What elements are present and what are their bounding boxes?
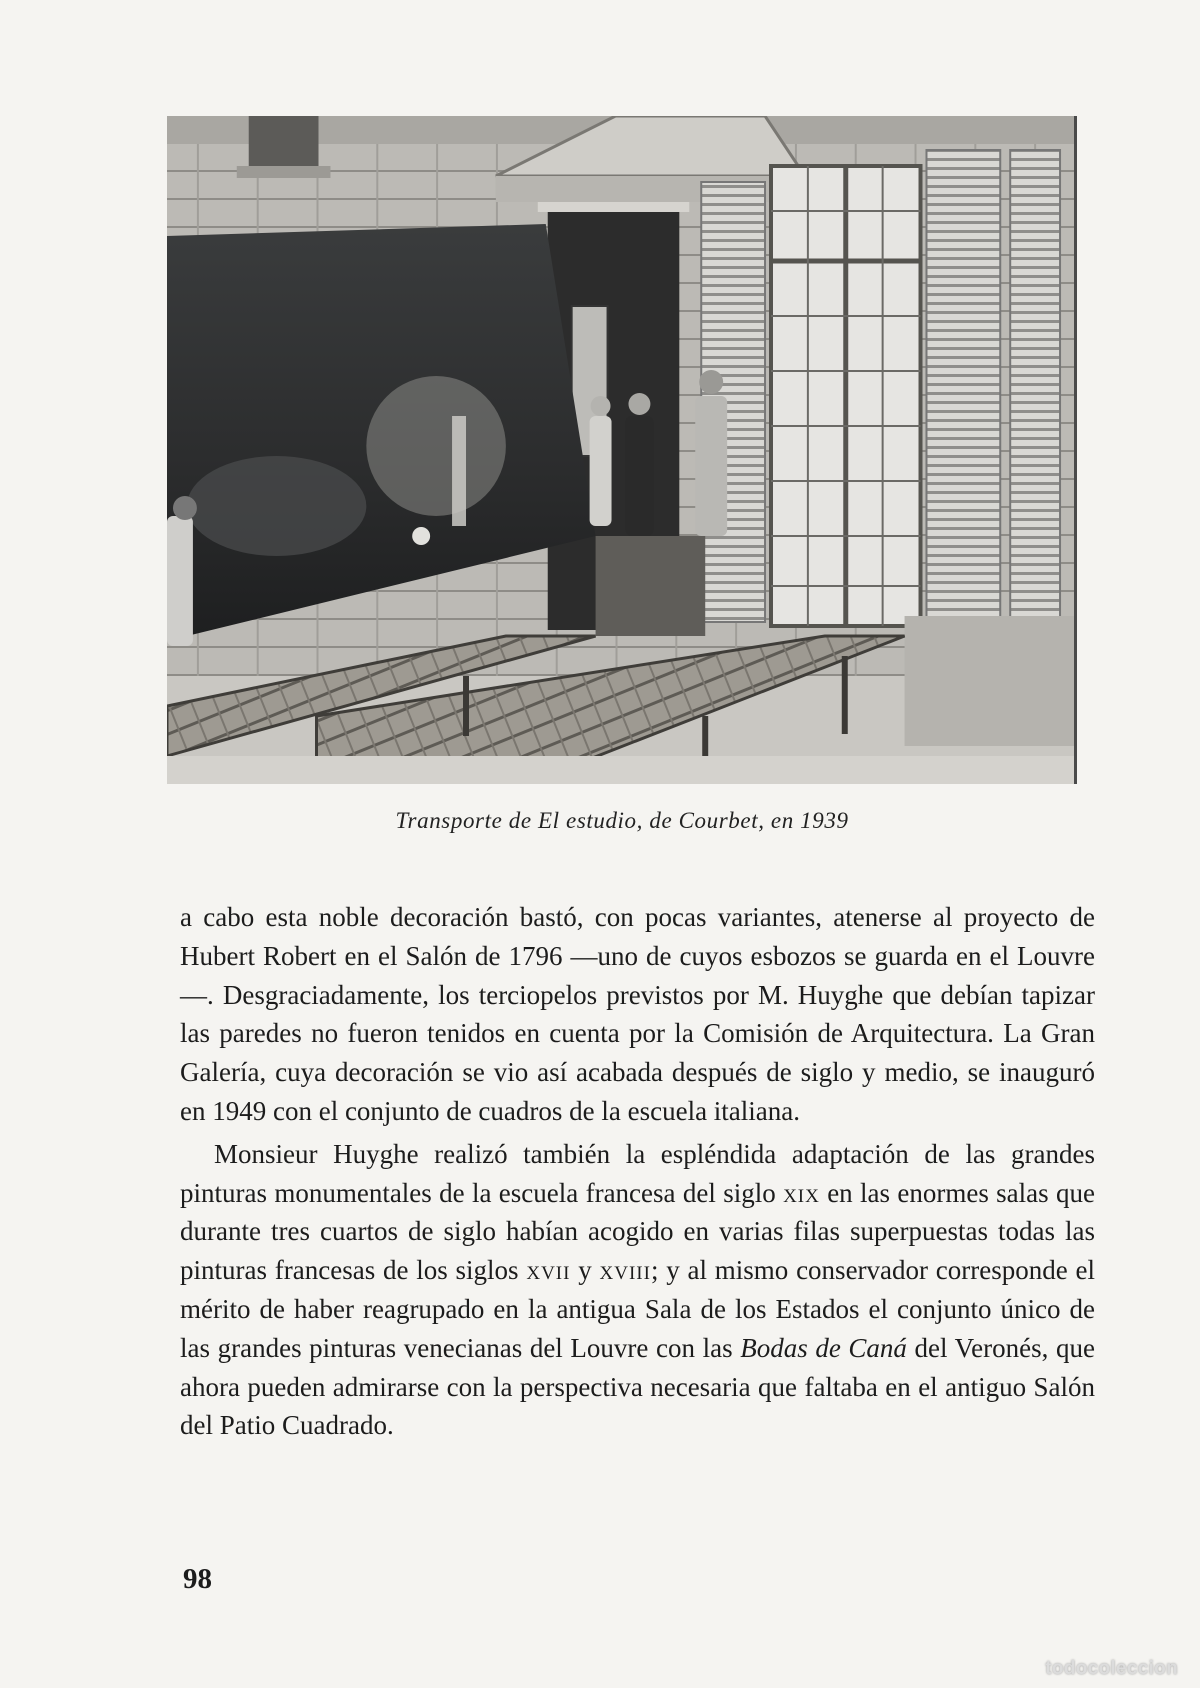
paragraph-2-part-2: en las enormes salas que durante tres cuartos de siglo habían acogido en varias filas superpuestas todas las pinturas francesas de los siglos (180, 1177, 1095, 1286)
paragraph-1: a cabo esta noble decoración bastó, con pocas variantes, atenerse al proyecto de Hubert Robert en el Salón de 1796 —uno de cuyos esbozos se guarda en el Louvre—. Desgraciadamente, los terciopelos previstos por M. Huyghe que debían tapizar las paredes no fueron tenidos en cuenta por la Comisión de Arquitectura. La Gran Galería, cuya decoración se vio así acabada después de siglo y medio, se inauguró en 1949 con el conjunto de cuadros de la escuela italiana. (180, 902, 1095, 1126)
photo-caption: Transporte de El estudio, de Courbet, en 1939 (395, 808, 849, 833)
paragraph-2-part-5: del Veronés, que ahora pueden admirarse con la perspectiva necesaria que faltaba en el antiguo Salón del Patio Cuadrado. (180, 1332, 1095, 1441)
artwork-title: Bodas de Caná (740, 1332, 907, 1363)
paragraph-2-part-1: Monsieur Huyghe realizó también la espléndida adaptación de las grandes pinturas monumentales de la escuela francesa del siglo (180, 1138, 1095, 1208)
century-numeral: xix (783, 1177, 820, 1208)
photograph (167, 116, 1077, 784)
watermark: todocoleccion (1045, 1658, 1178, 1679)
paragraph-2-part-3: y (570, 1255, 600, 1286)
photograph-illustration (167, 116, 1074, 784)
century-numeral: xviii (599, 1255, 651, 1286)
century-numeral: xvii (526, 1255, 571, 1286)
page-number: 98 (183, 1563, 212, 1595)
paragraph-2 (180, 1135, 1095, 1445)
body-text (180, 898, 1095, 1445)
paragraph-2-part-4: ; y al mismo conservador corresponde el mérito de haber reagrupado en la antigua Sala de los Estados el conjunto único de las grandes pinturas venecianas del Louvre con las (180, 1255, 1096, 1363)
